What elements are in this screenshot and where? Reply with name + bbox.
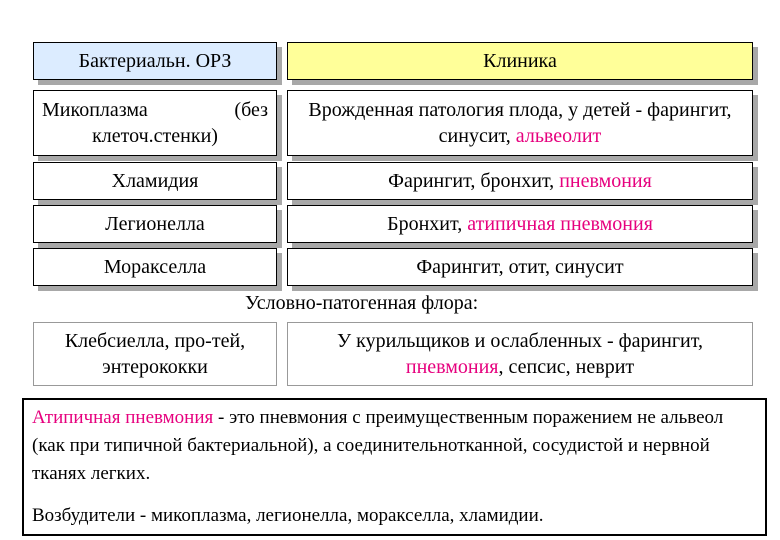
pathogen-legionella: Легионелла [33,205,277,243]
pathogen-opportunistic: Клебсиелла, про-тей, энтерококки [33,322,277,386]
header-clinic-label: Клиника [483,50,557,72]
opportunistic-title: Условно-патогенная флора: [245,292,479,314]
definition-box [22,398,767,536]
pathogen-chlamydia: Хламидия [33,162,277,200]
header-pathogen-label: Бактериальн. ОРЗ [78,50,232,72]
clinic-legionella: Бронхит, атипичная пневмония [287,205,753,243]
header-clinic [287,42,753,80]
clinic-opportunistic: У курильщиков и ослабленных - фарингит, пневмония, сепсис, неврит [287,322,753,386]
pathogen-mycoplasma: Микоплазма (без клеточ.стенки) [33,90,277,156]
definition-term: Атипичная пневмония [32,407,214,428]
header-pathogen [33,42,277,80]
definition-agents: Возбудители - микоплазма, легионелла, моракселла, хламидии. [32,505,544,526]
clinic-mycoplasma: Врожденная патология плода, у детей - фарингит, синусит, альвеолит [287,90,753,156]
clinic-moraxella: Фарингит, отит, синусит [287,248,753,286]
definition-text: Атипичная пневмония - это пневмония с преимущественным поражением не альвеол (как при типичной бактериальной), а соединительнотканной, сосудистой и нервной тканях легких. [32,407,724,484]
clinic-chlamydia: Фарингит, бронхит, пневмония [287,162,753,200]
pathogen-moraxella: Моракселла [33,248,277,286]
